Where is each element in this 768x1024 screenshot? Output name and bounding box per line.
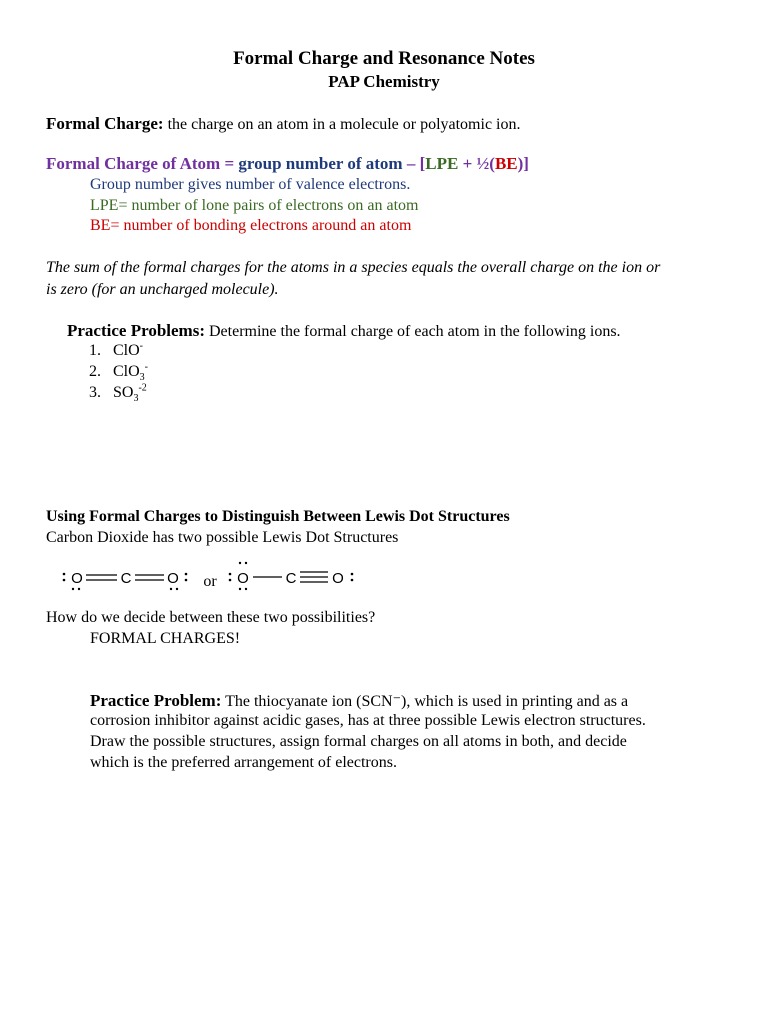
definition-text: the charge on an atom in a molecule or polyatomic ion. (163, 116, 521, 133)
lewis-section-heading: Using Formal Charges to Distinguish Between Lewis Dot Structures (46, 508, 510, 525)
practice-problem-heading: Practice Problem: (90, 691, 222, 710)
atom-oxygen-left: O (71, 570, 83, 587)
atom-oxygen-right: O (332, 570, 344, 587)
lewis-structure-single-triple (229, 562, 354, 590)
atom-carbon: C (285, 570, 297, 587)
lewis-section-intro: Carbon Dioxide has two possible Lewis Dot Structures (46, 529, 399, 546)
formula-lpe: LPE (425, 154, 459, 173)
note-group-number: Group number gives number of valence electrons. (90, 176, 411, 193)
list-item: 2. ClO$_3$- (89, 361, 149, 384)
note-lpe: LPE= number of lone pairs of electrons on an atom (90, 197, 419, 214)
atom-carbon: C (120, 570, 132, 587)
formula-group: group number of atom (238, 154, 403, 173)
lewis-question: How do we decide between these two possibilities? (46, 609, 376, 626)
formal-charge-formula (46, 154, 529, 174)
practice-problem-line-1: Practice Problem: The thiocyanate ion (SCN⁻), which is used in printing and as a (90, 691, 629, 710)
formal-charge-definition (46, 114, 521, 134)
formula-be: BE (494, 154, 518, 173)
page-title: Formal Charge and Resonance Notes (233, 48, 535, 69)
atom-oxygen-left: O (237, 570, 249, 587)
formula-minus: – [ (402, 154, 426, 173)
practice-problem-line-4: which is the preferred arrangement of electrons. (90, 754, 397, 771)
definition-term: Formal Charge: (46, 114, 164, 133)
practice-problem-line-2: corrosion inhibitor against acidic gases, has at three possible Lewis electron structures. (90, 712, 646, 729)
lewis-structure-double-double (63, 570, 188, 590)
formula-close: )] (517, 154, 529, 173)
lewis-answer: FORMAL CHARGES! (90, 630, 241, 647)
co2-lewis-structures (58, 555, 368, 597)
page-subtitle: PAP Chemistry (328, 72, 440, 91)
list-item: 3. $SO_3^{-2}$ (89, 382, 147, 405)
formula-lhs: Formal Charge of Atom = (46, 154, 239, 173)
or-text: or (203, 573, 217, 590)
practice-problems-text: Determine the formal charge of each atom in the following ions. (204, 323, 621, 340)
note-be: BE= number of bonding electrons around an atom (90, 217, 412, 234)
practice-problems-intro (67, 321, 621, 341)
list-item: 1. ClO- (89, 340, 144, 359)
atom-oxygen-right: O (167, 570, 179, 587)
sum-rule-line-1: The sum of the formal charges for the atoms in a species equals the overall charge on the ion or (46, 259, 661, 276)
formula-plus: + ½( (458, 154, 495, 173)
practice-problem-line-3: Draw the possible structures, assign formal charges on all atoms in both, and decide (90, 733, 627, 750)
sum-rule-line-2: is zero (for an uncharged molecule). (46, 281, 279, 298)
practice-problems-heading: Practice Problems: (67, 321, 205, 340)
